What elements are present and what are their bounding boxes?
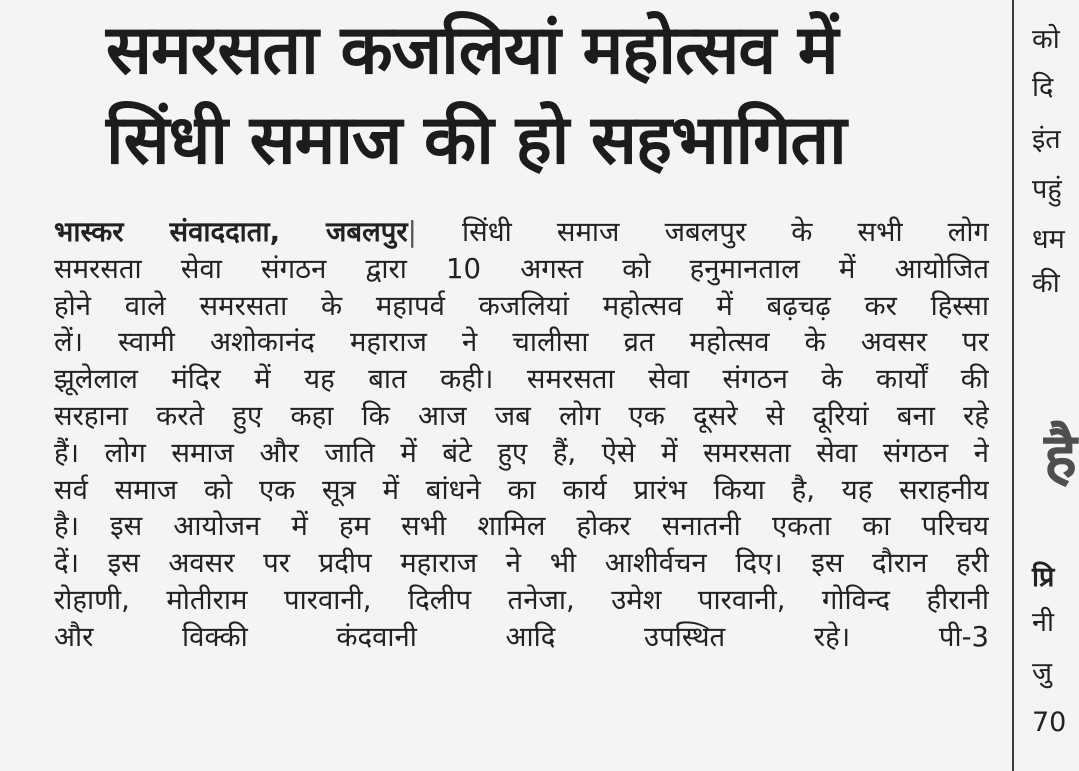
side-line: नी bbox=[1032, 607, 1054, 638]
side-line: 70 bbox=[1032, 707, 1067, 738]
side-headline-fragment: है bbox=[1044, 419, 1077, 492]
body-line-10: दें। इस अवसर पर प्रदीप महाराज ने भी आशीर्वचन दिए। इस दौरान हरी bbox=[54, 547, 989, 580]
side-line: इंत bbox=[1032, 124, 1061, 155]
side-line: धम bbox=[1032, 224, 1065, 255]
adjacent-article-fragment bbox=[1030, 0, 1079, 771]
body-line-1 bbox=[54, 214, 989, 251]
side-byline-fragment: प्रि bbox=[1032, 562, 1055, 593]
article-headline bbox=[106, 6, 986, 186]
body-line-12: और विक्की कंदवानी आदि उपस्थित रहे। पी-3 bbox=[54, 620, 989, 653]
headline-line-1: समरसता कजलियां महोत्सव में bbox=[106, 11, 838, 90]
side-line: की bbox=[1032, 268, 1060, 299]
byline: भास्कर संवाददाता, जबलपुर bbox=[54, 216, 408, 248]
body-line-9: है। इस आयोजन में हम सभी शामिल होकर सनातनी एकता का परिचय bbox=[54, 510, 989, 543]
body-line-4: लें। स्वामी अशोकानंद महाराज ने चालीसा व्रत महोत्सव के अवसर पर bbox=[54, 326, 989, 359]
body-line-3: होने वाले समरसता के महापर्व कजलियां महोत्सव में बढ़चढ़ कर हिस्सा bbox=[54, 289, 989, 322]
side-line: जु bbox=[1032, 657, 1053, 688]
body-line-7: हैं। लोग समाज और जाति में बंटे हुए हैं, ऐसे में समरसता सेवा संगठन ने bbox=[54, 436, 989, 469]
article bbox=[40, 0, 1005, 771]
body-line-6: सरहाना करते हुए कहा कि आज जब लोग एक दूसरे से दूरियां बना रहे bbox=[54, 399, 989, 432]
byline-separator: | bbox=[407, 216, 417, 248]
body-line-text: सिंधी समाज जबलपुर के सभी लोग bbox=[462, 216, 989, 248]
article-body bbox=[54, 214, 989, 656]
body-line-2: समरसता सेवा संगठन द्वारा 10 अगस्त को हनुमानताल में आयोजित bbox=[54, 252, 989, 285]
body-line-5: झूलेलाल मंदिर में यह बात कही। समरसता सेवा संगठन के कार्यों की bbox=[54, 363, 989, 396]
headline-line-2: सिंधी समाज की हो सहभागिता bbox=[106, 101, 846, 180]
side-line: पहुं bbox=[1032, 174, 1062, 205]
body-line-8: सर्व समाज को एक सूत्र में बांधने का कार्य प्रारंभ किया है, यह सराहनीय bbox=[54, 473, 989, 506]
column-divider bbox=[1012, 0, 1014, 771]
body-line-11: रोहाणी, मोतीराम पारवानी, दिलीप तनेजा, उमेश पारवानी, गोविन्द हीरानी bbox=[54, 583, 989, 616]
side-line: दि bbox=[1032, 72, 1054, 103]
side-line: को bbox=[1032, 24, 1060, 55]
